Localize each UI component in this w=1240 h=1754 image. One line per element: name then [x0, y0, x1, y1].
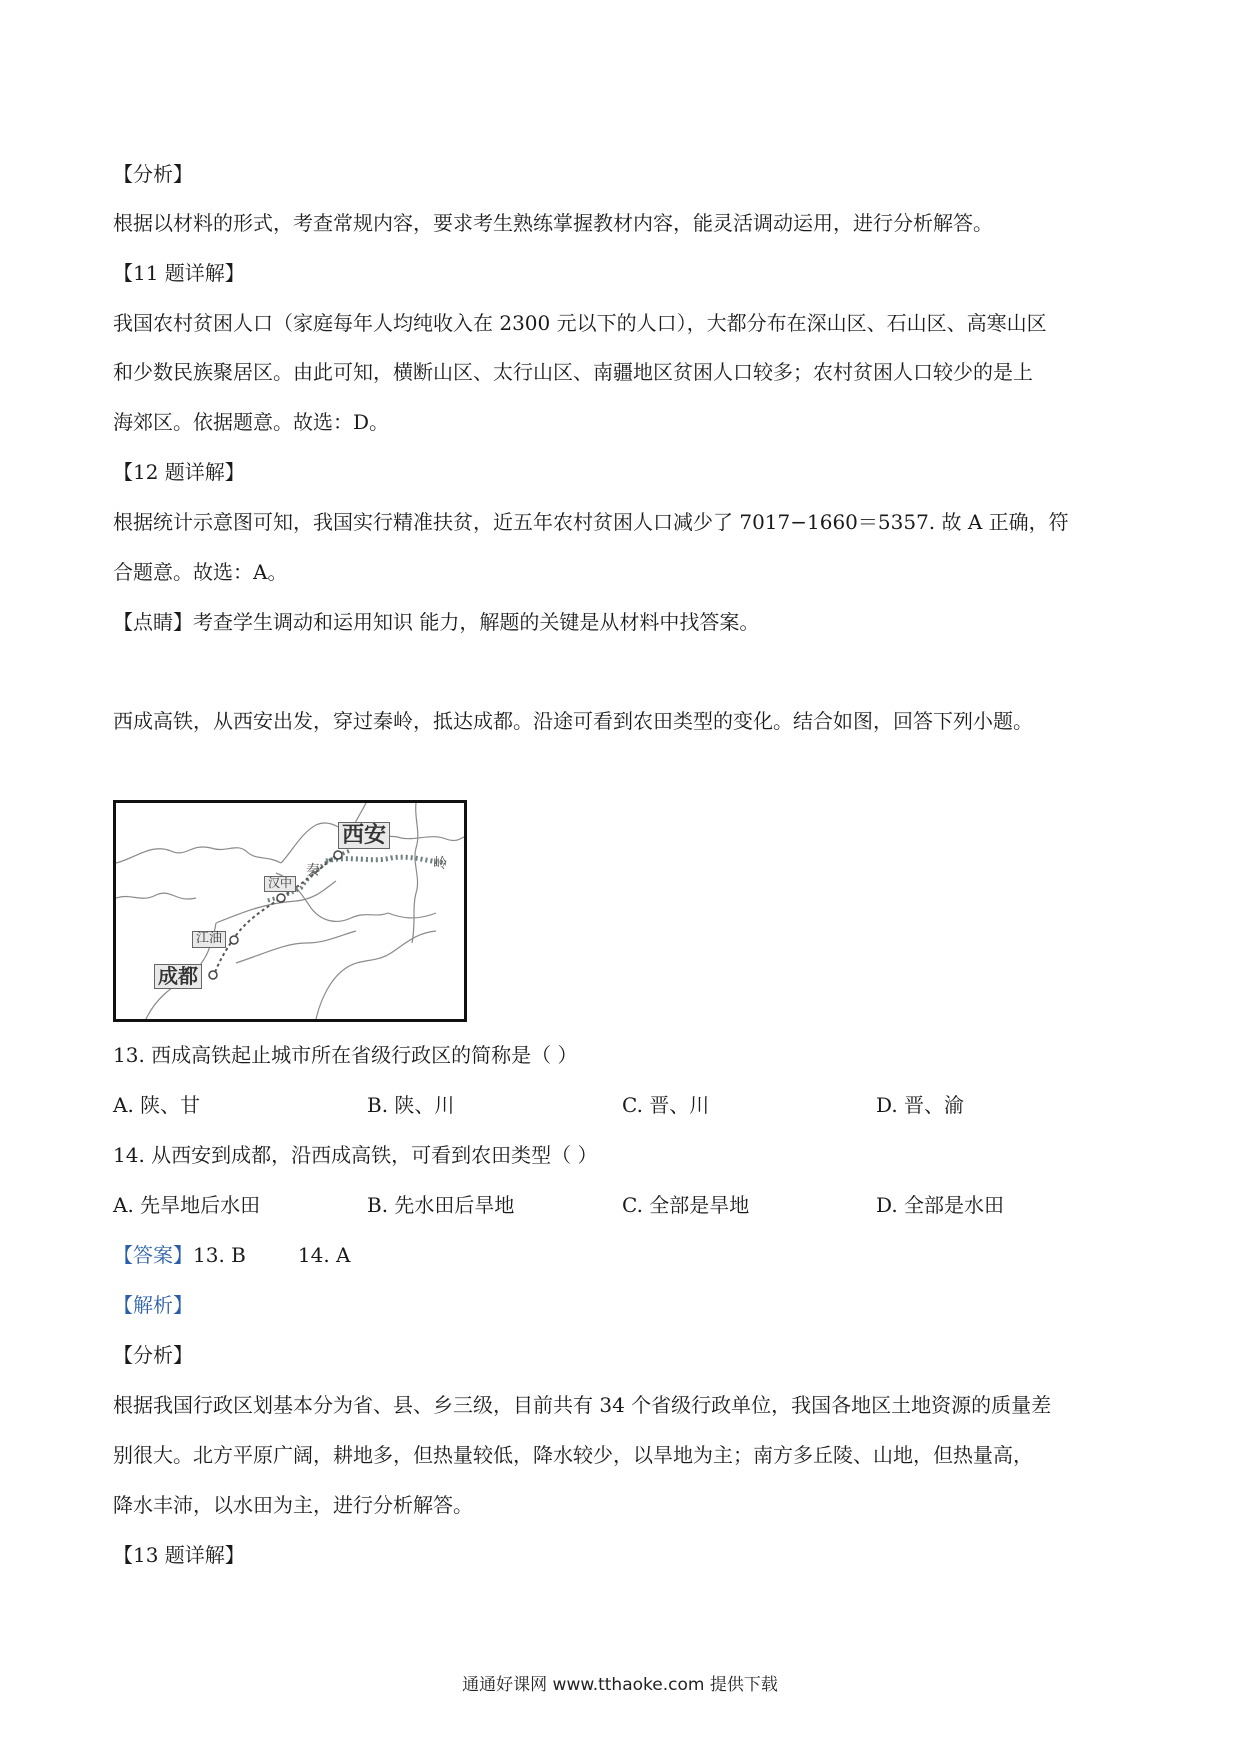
chengdu-station-dot: [209, 971, 217, 979]
analysis2-line-1: 根据我国行政区划基本分为省、县、乡三级，目前共有 34 个省级行政单位，我国各地区土地资源的质量差: [113, 1393, 1052, 1417]
q14-stem: 14. 从西安到成都，沿西成高铁，可看到农田类型（ ）: [113, 1143, 598, 1167]
q12-heading: 【12 题详解】: [113, 460, 245, 484]
q13-option-a[interactable]: A. 陕、甘: [113, 1093, 201, 1117]
q14-option-b[interactable]: B. 先水田后旱地: [367, 1193, 515, 1217]
q13-option-b[interactable]: B. 陕、川: [367, 1093, 455, 1117]
q12-line-1: 根据统计示意图可知，我国实行精准扶贫，近五年农村贫困人口减少了 7017−1660＝5357. 故 A 正确，符: [113, 510, 1069, 534]
analysis2-line-2: 别很大。北方平原广阔，耕地多，但热量较低，降水较少，以旱地为主；南方多丘陵、山地，但热量高，: [113, 1443, 1033, 1467]
analysis-heading: 【分析】: [113, 162, 193, 186]
analysis-text: 根据以材料的形式，考查常规内容，要求考生熟练掌握教材内容，能灵活调动运用，进行分析解答。: [113, 211, 993, 235]
analysis2-line-3: 降水丰沛，以水田为主，进行分析解答。: [113, 1493, 473, 1517]
xian-label: 西安: [338, 822, 390, 849]
q11-heading: 【11 题详解】: [113, 261, 245, 285]
qin-label: 秦: [306, 863, 320, 879]
q14-option-c[interactable]: C. 全部是旱地: [622, 1193, 750, 1217]
question-intro: 西成高铁，从西安出发，穿过秦岭，抵达成都。沿途可看到农田类型的变化。结合如图，回答下列小题。: [113, 709, 1033, 733]
q11-line-2: 和少数民族聚居区。由此可知，横断山区、太行山区、南疆地区贫困人口较多；农村贫困人口较少的是上: [113, 360, 1033, 384]
chengdu-label: 成都: [154, 964, 202, 989]
jiangyou-station-dot: [230, 936, 238, 944]
ling-label: 岭: [433, 856, 447, 872]
xian-station-dot: [334, 851, 342, 859]
q13-option-c[interactable]: C. 晋、川: [622, 1093, 710, 1117]
q13-heading: 【13 题详解】: [113, 1543, 245, 1567]
answer-14: 14. A: [297, 1243, 351, 1267]
q14-option-a[interactable]: A. 先旱地后水田: [113, 1193, 261, 1217]
jiexi-label: 【解析】: [113, 1293, 193, 1317]
answer-label: 【答案】: [113, 1243, 193, 1267]
railway-map: [113, 800, 467, 1022]
q14-option-d[interactable]: D. 全部是水田: [876, 1193, 1005, 1217]
q11-line-3: 海郊区。依据题意。故选：D。: [113, 410, 390, 434]
analysis2-heading: 【分析】: [113, 1343, 193, 1367]
q13-stem: 13. 西成高铁起止城市所在省级行政区的简称是（ ）: [113, 1043, 578, 1067]
jiangyou-label: 江油: [192, 931, 226, 948]
qinling-range-east: [326, 857, 446, 863]
dianjing-note: 【点睛】考查学生调动和运用知识 能力，解题的关键是从材料中找答案。: [113, 610, 760, 634]
answer-line: [113, 1240, 1133, 1270]
hanzhong-label: 汉中: [264, 876, 296, 892]
answer-13: 13. B: [193, 1243, 246, 1267]
page-footer: 通通好课网 www.tthaoke.com 提供下载: [462, 1675, 778, 1695]
hanzhong-station-dot: [277, 894, 285, 902]
q11-line-1: 我国农村贫困人口（家庭每年人均纯收入在 2300 元以下的人口），大都分布在深山区、石山区、高寒山区: [113, 311, 1047, 335]
q12-line-2: 合题意。故选：A。: [113, 560, 288, 584]
q13-option-d[interactable]: D. 晋、渝: [876, 1093, 965, 1117]
